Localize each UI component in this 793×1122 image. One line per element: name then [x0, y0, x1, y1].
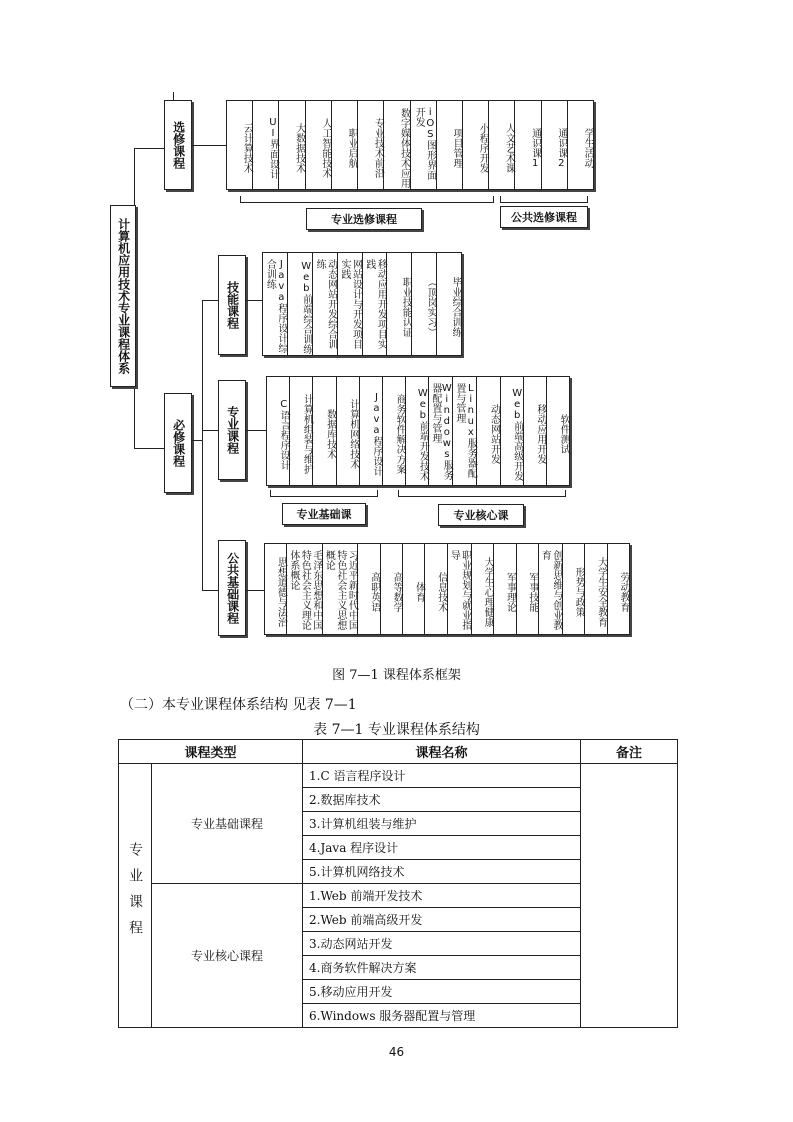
course-cell: 毛泽东思想和中国特色社会主义理论体系概论	[287, 544, 323, 634]
elective-label-box: 选修课程	[164, 100, 192, 190]
course-cell: 信息技术	[425, 544, 447, 634]
figure-caption: 图 7—1 课程体系框架	[332, 668, 461, 683]
course-cell: 数据库技术	[313, 377, 336, 485]
course-item: 4.Java 程序设计	[303, 836, 581, 860]
connector	[192, 145, 226, 146]
course-cell: iOS图形界面开发	[411, 101, 437, 189]
group-type-cell: 专业基础课程	[152, 764, 303, 884]
course-item: 2.Web 前端高级开发	[303, 908, 581, 932]
course-cell: 计算机组装与维护	[290, 377, 313, 485]
course-cell: 通识课2	[542, 101, 568, 189]
connector	[134, 148, 164, 149]
course-item: 5.移动应用开发	[303, 980, 581, 1004]
course-cell: 专业技术前沿	[358, 101, 384, 189]
course-cell: 动态网站开发	[477, 377, 500, 485]
course-cell: UI界面设计	[253, 101, 279, 189]
course-cell: 软件测试	[558, 414, 570, 454]
course-cell: 学生活动	[582, 128, 594, 168]
course-cell: 通识课1	[515, 101, 541, 189]
table-header-row	[119, 740, 678, 764]
course-cell: 云计算技术	[227, 101, 253, 189]
connector	[246, 430, 266, 431]
public-elective-label: 公共选修课程	[500, 206, 588, 228]
section-heading: （二）本专业课程体系结构 见表 7—1	[120, 697, 357, 713]
course-cell: 计算机网络技术	[337, 377, 360, 485]
course-cell: 人工智能技术	[306, 101, 332, 189]
course-cell: Windows服务器配置与管理	[429, 377, 453, 485]
course-item: 5.计算机网络技术	[303, 860, 581, 884]
connector	[246, 590, 264, 591]
bracket	[398, 490, 566, 497]
category-cell	[119, 764, 152, 1028]
bracket	[240, 196, 494, 203]
course-cell: 体育	[403, 544, 425, 634]
connector	[134, 448, 164, 449]
course-cell: 毕业综合训练	[450, 277, 461, 337]
course-cell: 军事技能	[517, 544, 539, 634]
connector	[192, 440, 202, 441]
course-cell: 形势与政策	[563, 544, 585, 634]
page-number: 46	[388, 1045, 405, 1059]
table-row	[119, 764, 678, 788]
course-cell: 数字媒体技术应用	[384, 101, 410, 189]
root-box: 计算机应用技术专业课程体系	[110, 205, 136, 387]
course-cell: 大数据技术	[279, 101, 305, 189]
course-cell: （顶岗实习）	[412, 253, 437, 355]
course-cell: 军事理论	[494, 544, 516, 634]
connector	[202, 590, 218, 591]
course-cell: 职业规划与就业指导	[448, 544, 472, 634]
skill-course-row	[262, 252, 462, 356]
major-basic-label: 专业基础课	[282, 503, 366, 525]
header-type: 课程类型	[119, 740, 303, 764]
course-item: 6.Windows 服务器配置与管理	[303, 1004, 581, 1028]
course-cell: 大学生安全教育	[585, 544, 607, 634]
course-cell: 动态网站开发综合训练	[313, 253, 338, 355]
course-cell: 移动应用开发	[524, 377, 547, 485]
course-cell: 劳动教育	[617, 572, 629, 612]
required-spine	[202, 300, 203, 590]
elective-course-row	[226, 100, 594, 190]
course-cell: 商务软件解决方案	[383, 377, 406, 485]
table-caption: 表 7—1 专业课程体系结构	[313, 722, 480, 738]
public-label-box: 公共基础课程	[218, 540, 246, 636]
bracket	[270, 490, 378, 497]
major-course-row	[266, 376, 570, 486]
course-cell: 网站设计与开发项目实践	[338, 253, 363, 355]
skill-label-box: 技能课程	[218, 255, 246, 355]
major-label-box: 专业课程	[218, 380, 246, 480]
course-cell: Web前端综合训练	[288, 253, 313, 355]
connector	[246, 300, 262, 301]
course-cell: C语言程序设计	[267, 377, 290, 485]
note-cell	[581, 764, 678, 1028]
header-name: 课程名称	[303, 740, 581, 764]
header-note: 备注	[581, 740, 678, 764]
course-item: 3.动态网站开发	[303, 932, 581, 956]
course-structure-table	[118, 739, 678, 1028]
course-cell: 习近平新时代中国特色社会主义思想概论	[323, 544, 359, 634]
course-cell: 大学生心理健康	[472, 544, 494, 634]
connector	[202, 300, 218, 301]
required-label-box: 必修课程	[164, 393, 192, 493]
major-core-label: 专业核心课	[438, 504, 524, 526]
course-cell: 高等数学	[381, 544, 403, 634]
course-cell: 思想道德与法治	[265, 544, 287, 634]
course-cell: 项目管理	[437, 101, 463, 189]
course-cell: Web前端开发技术	[406, 377, 429, 485]
course-cell: 创新思维与创业教育	[539, 544, 563, 634]
course-cell: Web前端高级开发	[501, 377, 524, 485]
category-label: 专业课程	[127, 842, 143, 946]
bracket	[500, 196, 588, 203]
course-item: 1.Web 前端开发技术	[303, 884, 581, 908]
course-cell: 职业技能认证	[387, 253, 412, 355]
course-cell: Java程序设计	[360, 377, 383, 485]
course-item: 1.C 语言程序设计	[303, 764, 581, 788]
course-cell: 职业启航	[332, 101, 358, 189]
course-cell: 移动应用开发项目实践	[363, 253, 388, 355]
public-course-row	[264, 543, 630, 635]
course-cell: Java程序设计综合训练	[263, 253, 288, 355]
connector	[202, 430, 218, 431]
course-cell: 高职英语	[358, 544, 380, 634]
group-type-cell: 专业核心课程	[152, 884, 303, 1028]
course-cell: 人文艺术课	[489, 101, 515, 189]
course-cell: Linux服务器配置与管理	[453, 377, 477, 485]
major-elective-label: 专业选修课程	[306, 208, 422, 230]
course-item: 3.计算机组装与维护	[303, 812, 581, 836]
course-item: 4.商务软件解决方案	[303, 956, 581, 980]
course-cell: 小程序开发	[463, 101, 489, 189]
course-item: 2.数据库技术	[303, 788, 581, 812]
